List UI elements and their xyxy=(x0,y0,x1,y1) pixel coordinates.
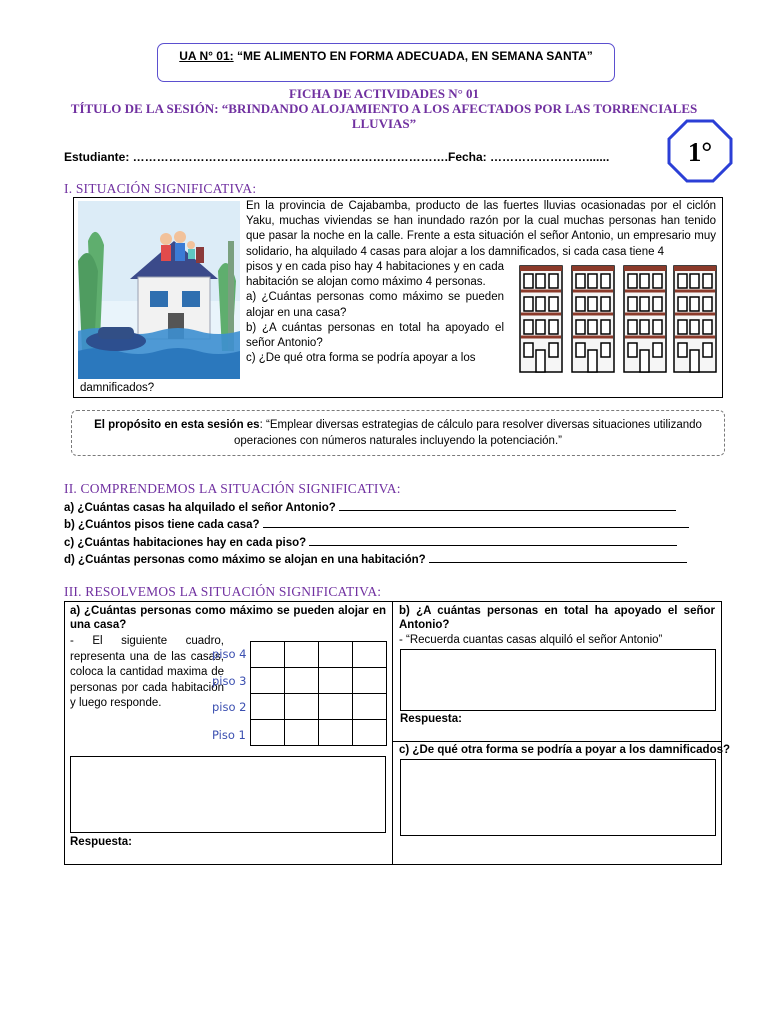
unit-name: “ME ALIMENTO EN FORMA ADECUADA, EN SEMANA SANTA” xyxy=(233,49,593,63)
purpose-label: El propósito en esta sesión es xyxy=(94,419,260,431)
room-cell[interactable] xyxy=(319,720,353,746)
comprehension-question-d xyxy=(64,552,687,566)
room-cell[interactable] xyxy=(285,720,319,746)
session-title xyxy=(66,101,702,131)
room-cell[interactable] xyxy=(353,668,387,694)
room-cell[interactable] xyxy=(285,668,319,694)
activity-sheet-title: FICHA DE ACTIVIDADES N° 01 xyxy=(288,86,480,101)
answer-line[interactable] xyxy=(263,517,689,528)
situation-text-middle: pisos y en cada piso hay 4 habitaciones y en cada habitación se alojan como máximo 4 personas. xyxy=(246,261,504,289)
unit-number: UA N° 01: xyxy=(179,49,234,63)
room-cell[interactable] xyxy=(319,642,353,668)
rented-houses-illustration xyxy=(518,264,718,374)
question-text: b) ¿Cuántos pisos tiene cada casa? xyxy=(64,519,260,531)
comprehension-question-a xyxy=(64,500,676,514)
room-cell[interactable] xyxy=(251,720,285,746)
house-rooms-grid xyxy=(250,641,387,746)
room-cell[interactable] xyxy=(251,642,285,668)
room-cell[interactable] xyxy=(353,694,387,720)
room-cell[interactable] xyxy=(251,694,285,720)
floor-label-3: piso 3 xyxy=(212,674,247,688)
comprehension-question-c xyxy=(64,535,677,549)
answer-line[interactable] xyxy=(339,500,676,511)
answer-label-a: Respuesta: xyxy=(70,836,132,848)
session-purpose xyxy=(84,417,712,449)
floor-label-1: Piso 1 xyxy=(212,728,246,742)
unit-title xyxy=(157,49,615,63)
room-cell[interactable] xyxy=(319,694,353,720)
situation-question-b: b) ¿A cuántas personas en total ha apoyado el señor Antonio? xyxy=(246,321,504,350)
room-cell[interactable] xyxy=(353,720,387,746)
section2-heading: II. COMPRENDEMOS LA SITUACIÓN SIGNIFICATIVA: xyxy=(64,481,401,496)
section1-heading: I. SITUACIÓN SIGNIFICATIVA: xyxy=(64,181,257,196)
session-title-line2: LLUVIAS” xyxy=(351,116,417,131)
situation-question-c-end: damnificados? xyxy=(80,382,155,394)
room-cell[interactable] xyxy=(251,668,285,694)
solve-table-row-divider xyxy=(392,741,722,742)
comprehension-question-b xyxy=(64,517,689,531)
floor-row xyxy=(251,668,387,694)
flooded-house-illustration xyxy=(78,201,240,379)
grade-label: 1° xyxy=(687,137,713,167)
situation-question-a: a) ¿Cuántas personas como máximo se pueden alojar en una casa? xyxy=(246,291,504,319)
answer-box-b[interactable] xyxy=(400,649,716,711)
question-text: d) ¿Cuántas personas como máximo se alojan en una habitación? xyxy=(64,554,426,566)
room-cell[interactable] xyxy=(353,642,387,668)
floor-row xyxy=(251,642,387,668)
answer-line[interactable] xyxy=(309,535,677,546)
answer-box-a[interactable] xyxy=(70,756,386,833)
room-cell[interactable] xyxy=(319,668,353,694)
solve-table-divider xyxy=(392,601,393,865)
purpose-text: : “Emplear diversas estrategias de cálculo para resolver diversas situaciones utilizando operaciones con números naturales incluyendo la potenciación.” xyxy=(234,419,702,447)
solve-question-a-instructions: - El siguiente cuadro, representa una de las casas, coloca la cantidad maxima de personas por cada habitación y luego responde. xyxy=(70,635,224,709)
solve-question-c: c) ¿De qué otra forma se podría a poyar a los damnificados? xyxy=(399,744,731,756)
situation-text-cont xyxy=(246,260,504,366)
floor-label-2: piso 2 xyxy=(212,700,247,714)
session-title-line1: TÍTULO DE LA SESIÓN: “BRINDANDO ALOJAMIENTO A LOS AFECTADOS POR LAS TORRENCIALES xyxy=(70,101,698,116)
floor-label-4: piso 4 xyxy=(212,647,247,661)
date-field[interactable]: Fecha: ……………………....... xyxy=(448,150,610,164)
section3-heading: III. RESOLVEMOS LA SITUACIÓN SIGNIFICATIVA: xyxy=(64,584,382,599)
solve-question-a: a) ¿Cuántas personas como máximo se pueden alojar en una casa? xyxy=(70,605,386,631)
situation-question-c: c) ¿De qué otra forma se podría apoyar a los xyxy=(246,352,476,365)
answer-box-c[interactable] xyxy=(400,759,716,836)
situation-text: En la provincia de Cajabamba, producto de las fuertes lluvias ocasionadas por el ciclón Yaku, muchas viviendas se han inundado razón por la cual muchas personas han tenido que pasar la noche en la calle. Frente a esta situación el señor Antonio, un empresario muy solidario, ha alquilado 4 casas para alojar a los damnificados, si cada casa tiene 4 xyxy=(246,200,716,258)
room-cell[interactable] xyxy=(285,642,319,668)
floor-row xyxy=(251,694,387,720)
question-text: a) ¿Cuántas casas ha alquilado el señor Antonio? xyxy=(64,502,336,514)
answer-label-b: Respuesta: xyxy=(400,713,462,725)
answer-line[interactable] xyxy=(429,552,687,563)
floor-row xyxy=(251,720,387,746)
solve-question-b-hint: - “Recuerda cuantas casas alquiló el señor Antonio” xyxy=(399,634,663,646)
student-field[interactable]: Estudiante: …………………………………………………………………….. xyxy=(64,150,452,164)
solve-question-b: b) ¿A cuántas personas en total ha apoyado el señor Antonio? xyxy=(399,605,715,631)
question-text: c) ¿Cuántas habitaciones hay en cada piso? xyxy=(64,537,307,549)
grade-badge xyxy=(667,119,733,183)
room-cell[interactable] xyxy=(285,694,319,720)
